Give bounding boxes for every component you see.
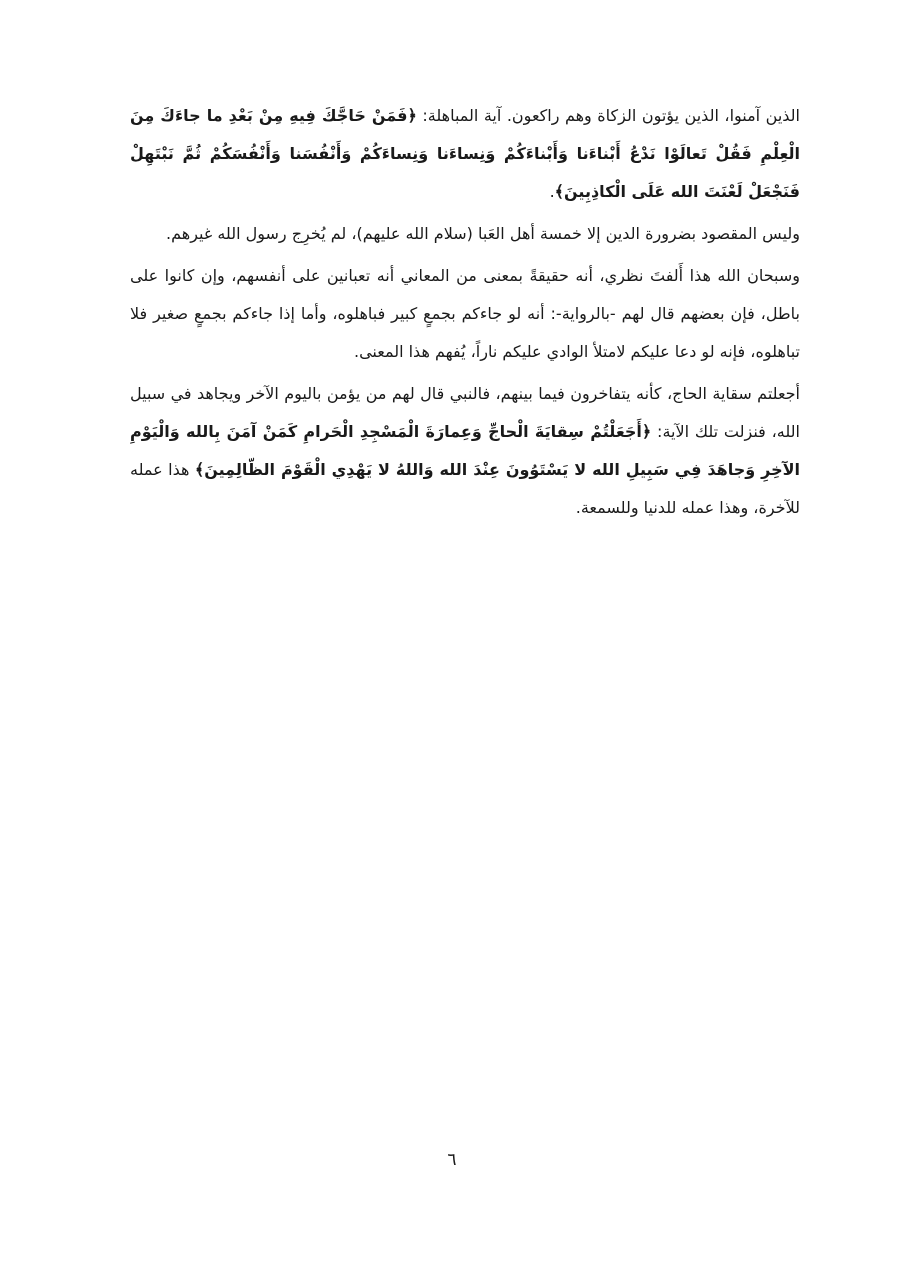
paragraph-intro: الذين آمنوا، الذين يؤتون الزكاة وهم راكعون. آية المباهلة: — [416, 106, 800, 125]
paragraph-outro: . — [549, 182, 555, 201]
paragraph-ahl-al-aba: وليس المقصود بضرورة الدين إلا خمسة أهل العَبا (سلام الله عليهم)، لم يُخرِج رسول الله غيرهم. — [166, 224, 800, 243]
paragraph-outro: هذا عمله للآخرة، وهذا عمله للدنيا وللسمعة. — [130, 460, 800, 517]
paragraph-intro: أجعلتم سقاية الحاج، كأنه يتفاخرون فيما بينهم، فالنبي قال لهم من يؤمن باليوم الآخر ويجاهد في سبيل الله، فنزلت تلك الآية: — [130, 384, 800, 441]
page-number: ٦ — [447, 1150, 457, 1170]
paragraph-mubahala — [130, 97, 800, 211]
body-text — [130, 97, 800, 531]
paragraph-siqaya — [130, 375, 800, 527]
quran-verse-siqaya: ﴿أَجَعَلْتُمْ سِقايَةَ الْحاجِّ وَعِمارَةَ الْمَسْجِدِ الْحَرامِ كَمَنْ آمَنَ بِالله وَالْيَوْمِ الآخِرِ وَجاهَدَ فِي سَبِيلِ الله لا يَسْتَوُونَ عِنْدَ الله وَاللهُ لا يَهْدِي الْقَوْمَ الظّالِمِينَ﴾ — [130, 422, 801, 479]
paragraph-observation: وسبحان الله هذا أَلفتَ نظري، أنه حقيقةً بمعنى من المعاني أنه تعبانين على أنفسهم، وإن كانوا على باطل، فإن بعضهم قال لهم -بالرواية-: أنه لو جاءكم بجمعٍ كبير فباهلوه، وأما إذا جاءكم بجمعٍ صغير فلا تباهلوه، فإنه لو دعا عليكم لامتلأ الوادي عليكم ناراً، يُفهم هذا المعنى. — [130, 266, 800, 361]
quran-verse-mubahala: ﴿فَمَنْ حَاجَّكَ فِيهِ مِنْ بَعْدِ ما جاءَكَ مِنَ الْعِلْمِ فَقُلْ تَعالَوْا نَدْعُ أَبْناءَنا وَأَبْناءَكُمْ وَنِساءَنا وَنِساءَكُمْ وَأَنْفُسَنا وَأَنْفُسَكُمْ ثُمَّ نَبْتَهِلْ فَنَجْعَلْ لَعْنَتَ الله عَلَى الْكاذِبِينَ﴾ — [130, 106, 800, 201]
